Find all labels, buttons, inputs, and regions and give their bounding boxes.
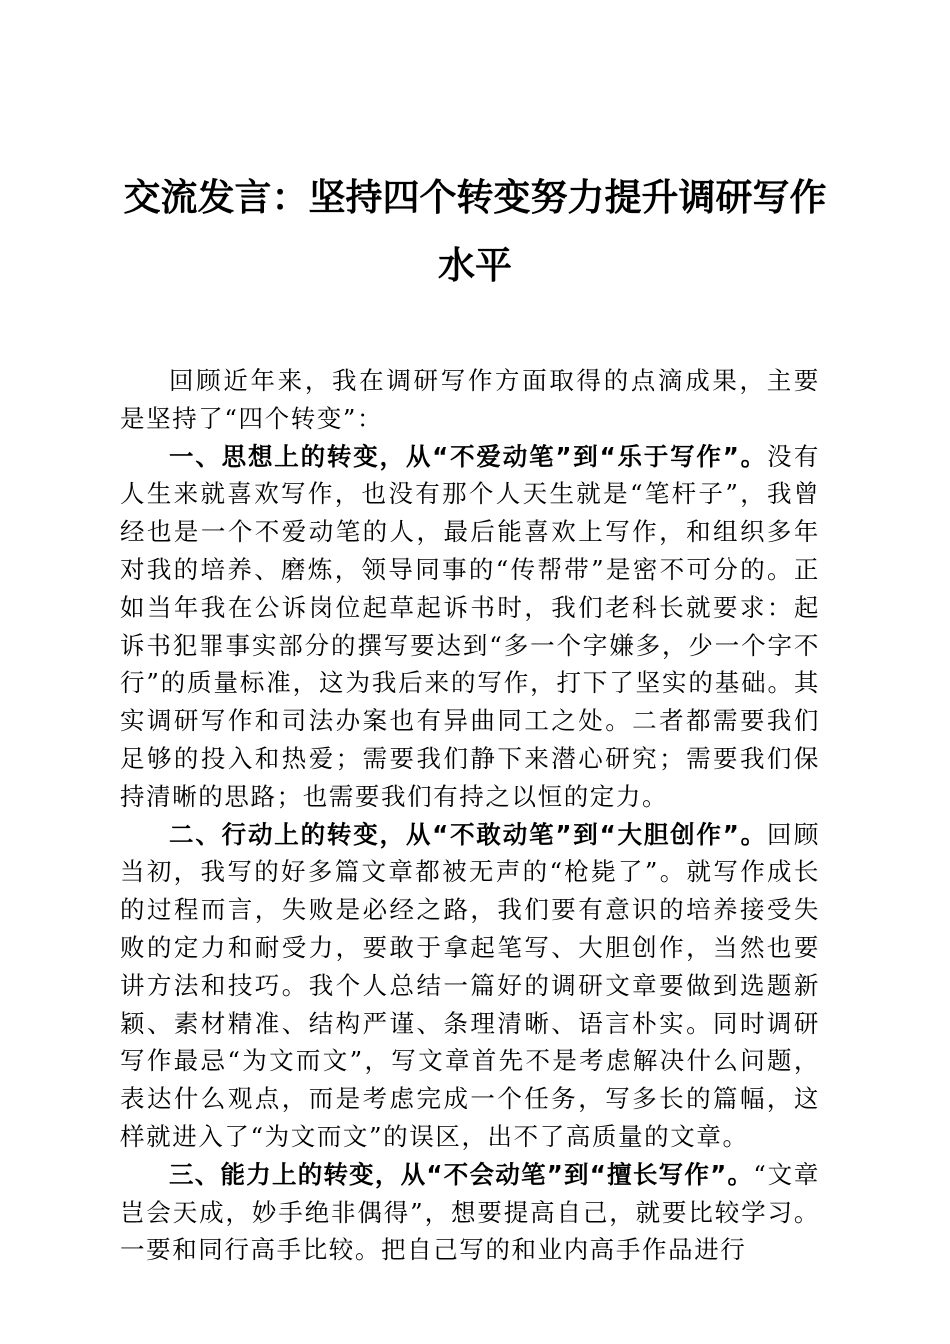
document-body bbox=[120, 362, 820, 1269]
section-heading-3: 三、能力上的转变，从“不会动笔”到“擅长写作”。 bbox=[169, 1159, 754, 1189]
intro-paragraph: 回顾近年来，我在调研写作方面取得的点滴成果，主要是坚持了“四个转变”： bbox=[120, 366, 820, 433]
section-text-2: 回顾当初，我写的好多篇文章都被无声的“枪毙了”。就写作成长的过程而言，失败是必经之路，我们要有意识的培养接受失败的定力和耐受力，要敢于拿起笔写、大胆创作，当然也要讲方法和技巧。我个人总结一篇好的调研文章要做到选题新颖、素材精准、结构严谨、条理清晰、语言朴实。同时调研写作最忌“为文而文”，写文章首先不是考虑解决什么问题，表达什么观点，而是考虑完成一个任务，写多长的篇幅，这样就进入了“为文而文”的误区，出不了高质量的文章。 bbox=[120, 819, 821, 1151]
section-paragraph-2 bbox=[120, 816, 820, 1156]
section-text-3: “文章岂会天成，妙手绝非偶得”，想要提高自己，就要比较学习。一要和同行高手比较。把自己写的和业内高手作品进行 bbox=[120, 1159, 821, 1265]
section-heading-2: 二、行动上的转变，从“不敢动笔”到“大胆创作”。 bbox=[169, 819, 767, 849]
section-paragraph-3 bbox=[120, 1156, 820, 1269]
section-heading-1: 一、思想上的转变，从“不爱动笔”到“乐于写作”。 bbox=[169, 441, 767, 471]
section-text-1: 没有人生来就喜欢写作，也没有那个人天生就是“笔杆子”，我曾经也是一个不爱动笔的人，最后能喜欢上写作，和组织多年对我的培养、磨炼，领导同事的“传帮带”是密不可分的。正如当年我在公诉岗位起草起诉书时，我们老科长就要求：起诉书犯罪事实部分的撰写要达到“多一个字嫌多，少一个字不行”的质量标准，这为我后来的写作，打下了坚实的基础。其实调研写作和司法办案也有异曲同工之处。二者都需要我们足够的投入和热爱；需要我们静下来潜心研究；需要我们保持清晰的思路；也需要我们有持之以恒的定力。 bbox=[120, 441, 821, 811]
section-paragraph-1 bbox=[120, 438, 820, 816]
document-title: 交流发言：坚持四个转变努力提升调研写作水平 bbox=[123, 175, 827, 287]
